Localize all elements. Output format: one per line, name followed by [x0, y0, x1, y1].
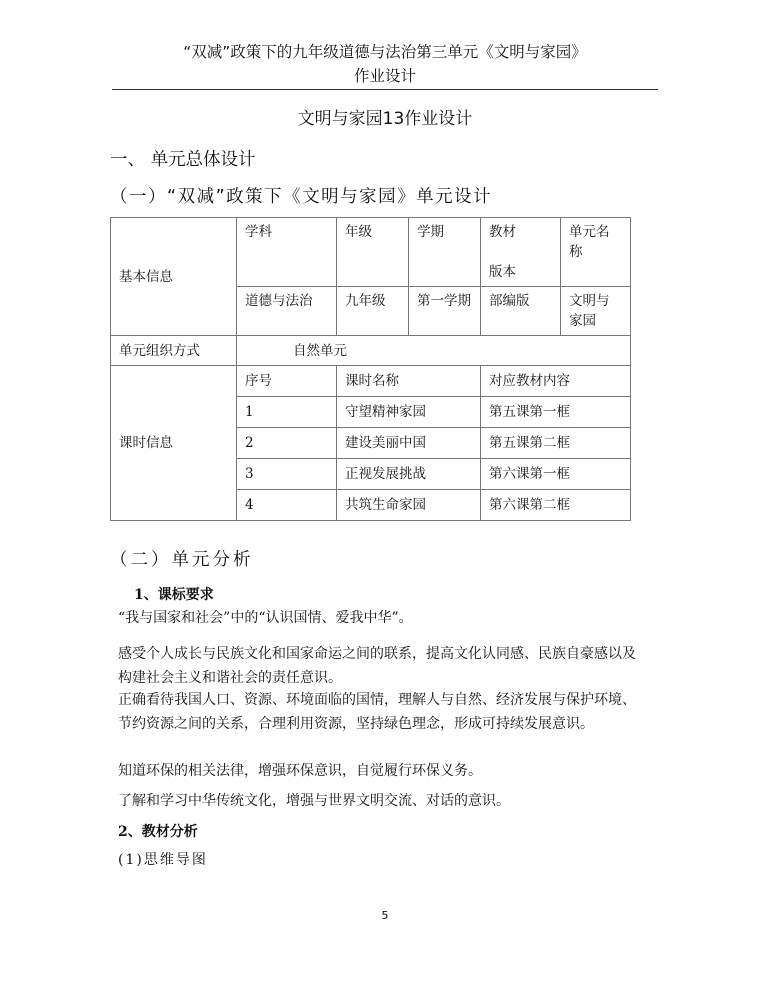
subsection-heading-1: （一）“双减”政策下《文明与家园》单元设计 [110, 187, 493, 207]
table-cell: 部编版 [481, 287, 561, 336]
table-cell: 第六课第一框 [481, 459, 631, 490]
unit-design-table [110, 217, 631, 521]
section-heading: 一、 单元总体设计 [110, 150, 256, 170]
table-cell: 学科 [237, 218, 337, 287]
paragraph: 感受个人成长与民族文化和国家命运之间的联系，提高文化认同感、民族自豪感以及构建社会主义和谐社会的责任意识。 [118, 646, 636, 686]
mind-map-label: (1)思维导图 [118, 852, 208, 868]
basic-info-label: 基本信息 [111, 218, 237, 336]
paragraph: 正确看待我国人口、资源、环境面临的国情，理解人与自然、经济发展与保护环境、节约资源之间的关系，合理利用资源，坚持绿色理念，形成可持续发展意识。 [118, 692, 636, 732]
table-cell: 序号 [237, 366, 337, 397]
subsection-heading-2: （二）单元分析 [110, 550, 254, 570]
table-cell: 1 [237, 397, 337, 428]
table-cell: 道德与法治 [237, 287, 337, 336]
table-cell: 年级 [337, 218, 409, 287]
item-heading-textbook: 2、教材分析 [118, 824, 198, 840]
table-cell: 课时名称 [337, 366, 481, 397]
paragraph: 了解和学习中华传统文化，增强与世界文明交流、对话的意识。 [118, 793, 510, 809]
table-cell: 九年级 [337, 287, 409, 336]
table-cell: 正视发展挑战 [337, 459, 481, 490]
table-cell: 第六课第二框 [481, 490, 631, 521]
table-cell: 建设美丽中国 [337, 428, 481, 459]
table-cell: 守望精神家园 [337, 397, 481, 428]
table-cell: 2 [237, 428, 337, 459]
table-cell: 文明与家园 [561, 287, 631, 336]
header-line-1: “双减”政策下的九年级道德与法治第三单元《文明与家园》 [183, 43, 587, 61]
table-row [111, 366, 631, 397]
table-row [111, 336, 631, 366]
running-header [110, 40, 660, 88]
table-cell: 单元名称 [561, 218, 631, 287]
table-cell: 4 [237, 490, 337, 521]
page-number: 5 [381, 909, 389, 922]
table-cell: 教材 版本 [481, 218, 561, 287]
table-cell: 第五课第二框 [481, 428, 631, 459]
header-divider [112, 89, 658, 90]
table-cell: 3 [237, 459, 337, 490]
lesson-info-label: 课时信息 [111, 366, 237, 521]
table-cell: 学期 [409, 218, 481, 287]
paragraph: “我与国家和社会”中的“认识国情、爱我中华”。 [118, 610, 413, 626]
table-cell: 共筑生命家园 [337, 490, 481, 521]
org-value: 自然单元 [237, 336, 631, 366]
item-heading-standards: 1、课标要求 [134, 587, 214, 603]
document-title: 文明与家园13作业设计 [297, 109, 473, 129]
paragraph: 知道环保的相关法律，增强环保意识，自觉履行环保义务。 [118, 763, 482, 779]
table-cell: 第一学期 [409, 287, 481, 336]
header-line-2: 作业设计 [353, 67, 416, 85]
table-cell: 对应教材内容 [481, 366, 631, 397]
org-label: 单元组织方式 [111, 336, 237, 366]
table-row [111, 218, 631, 287]
table-cell: 第五课第一框 [481, 397, 631, 428]
